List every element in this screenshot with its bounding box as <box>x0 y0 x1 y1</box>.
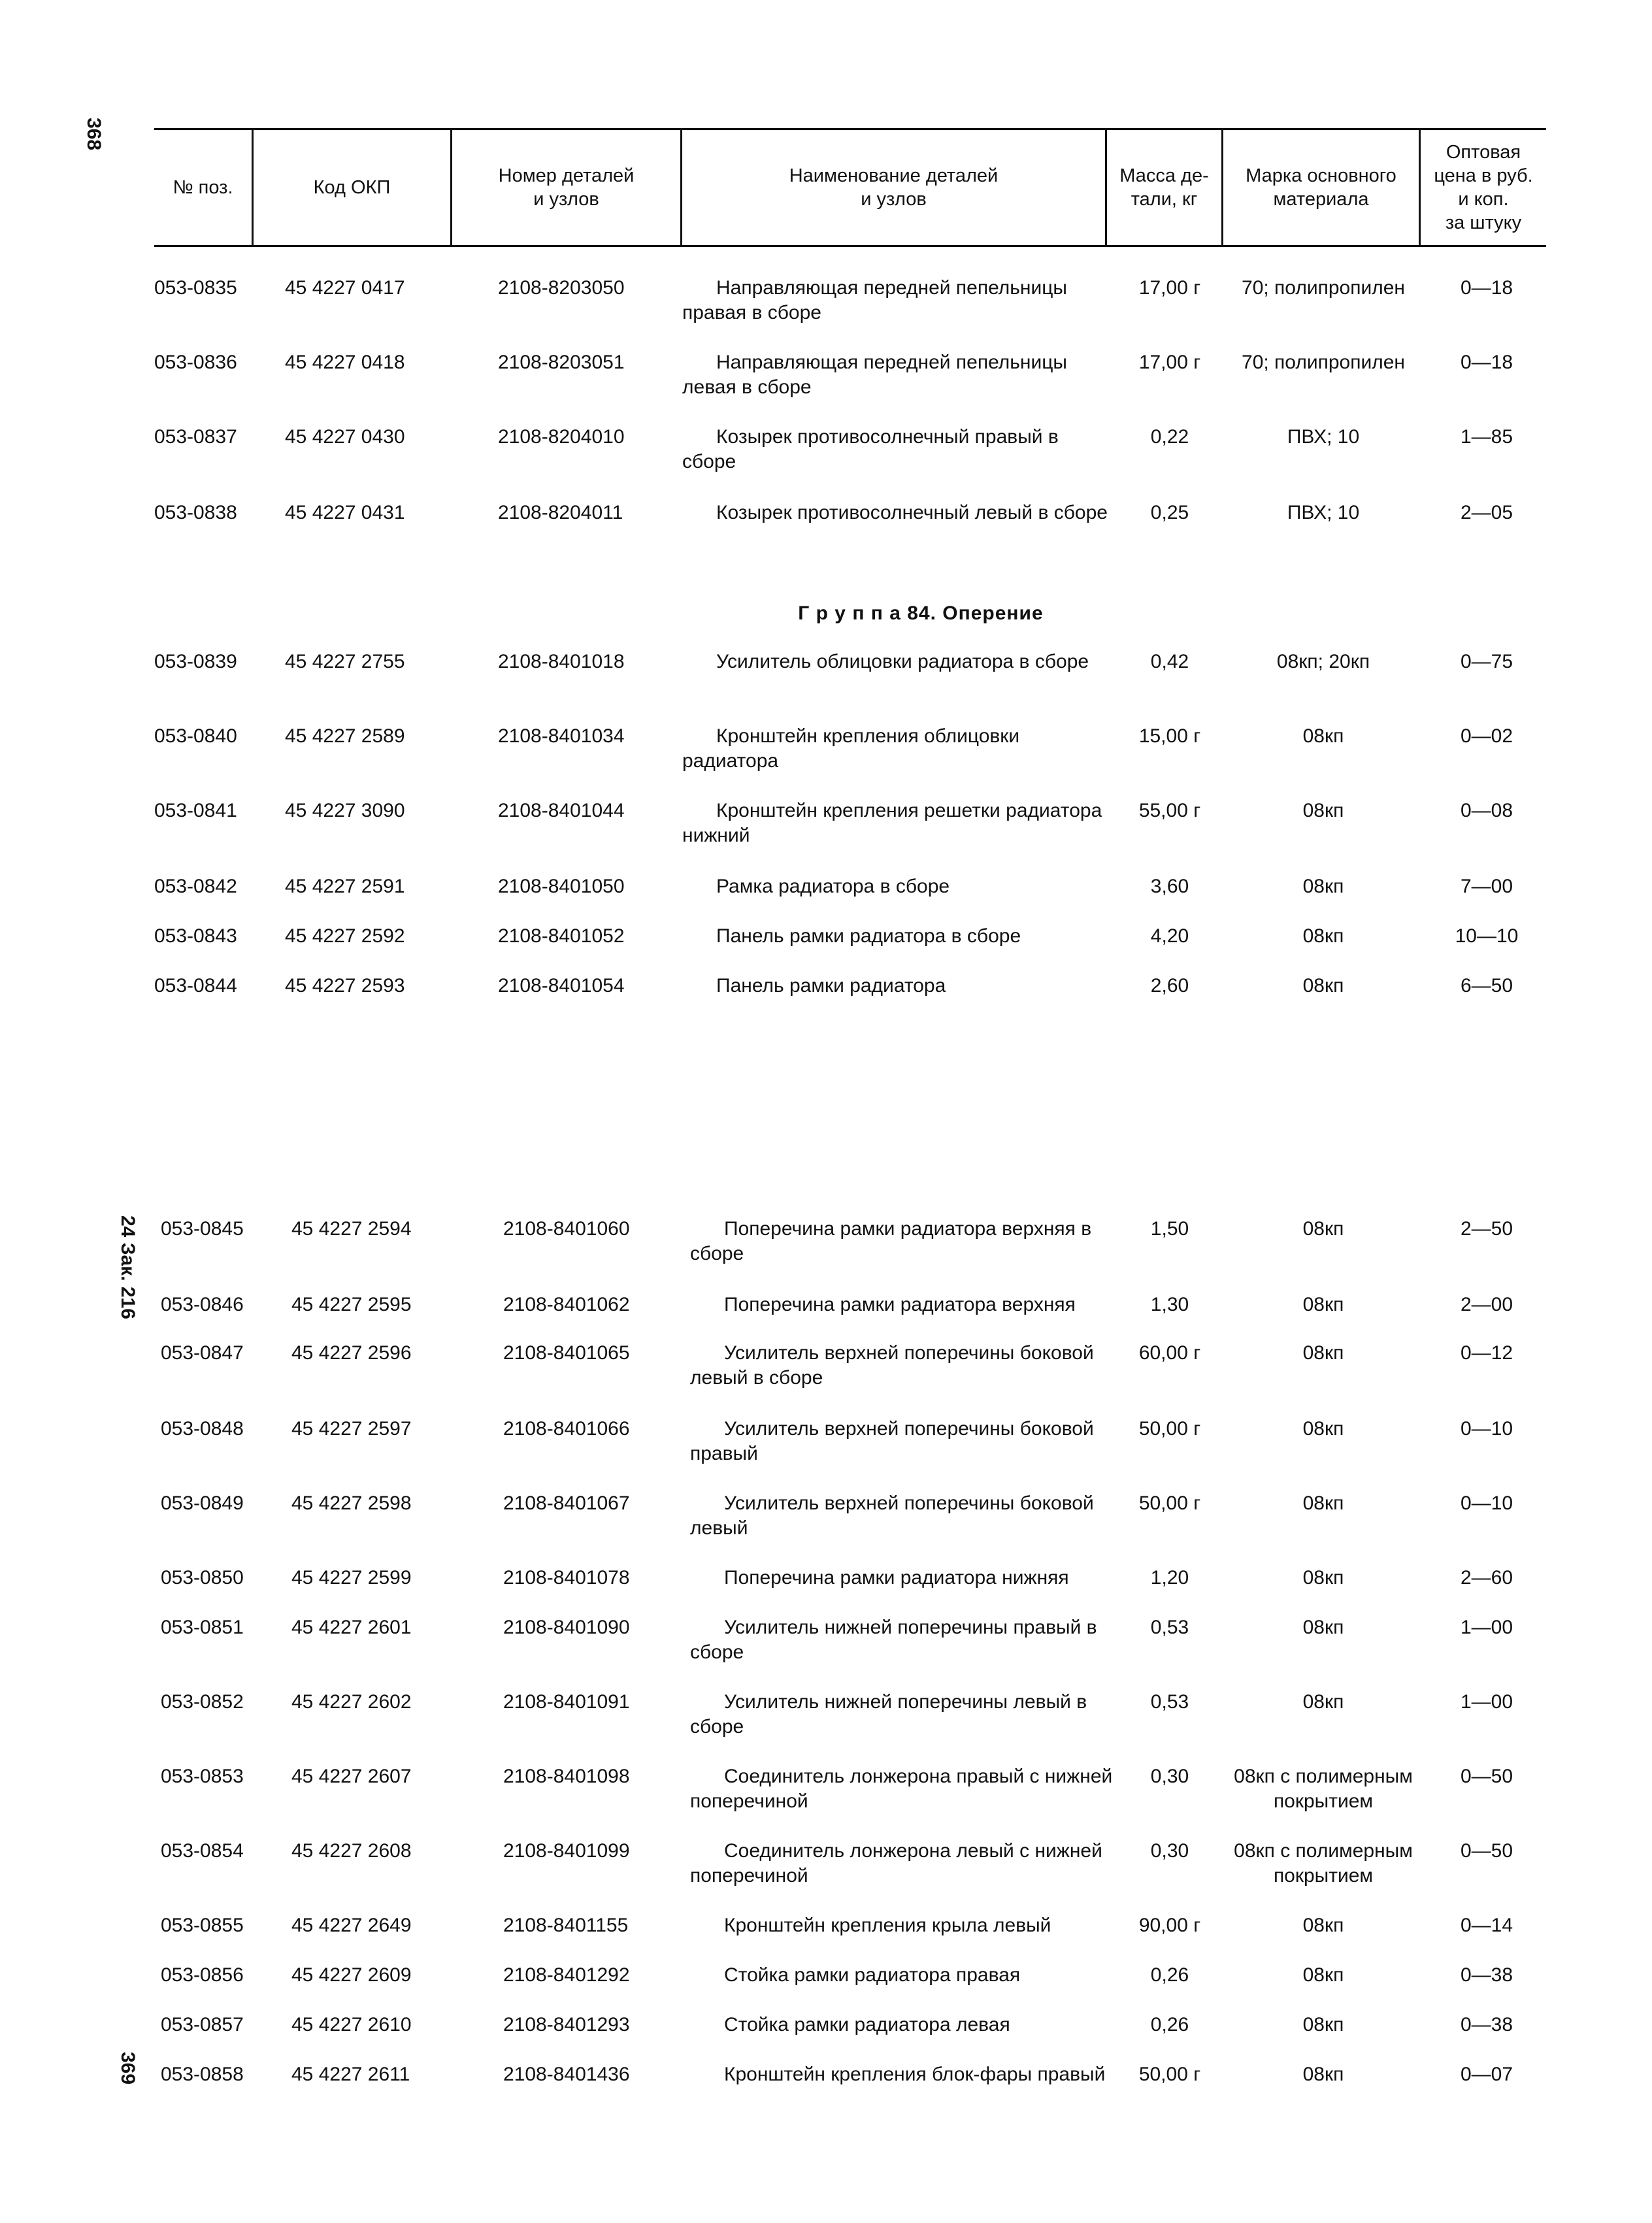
part-name-cell: Кронштейн крепления облицовки радиатора <box>682 725 1020 772</box>
price-cell: 10—10 <box>1455 925 1519 947</box>
part-number-cell: 2108-8401078 <box>503 1567 630 1589</box>
mass-cell: 17,00 г <box>1138 352 1201 373</box>
price-cell: 7—00 <box>1460 876 1513 897</box>
mass-cell: 1,30 <box>1150 1294 1189 1315</box>
mass-cell: 1,20 <box>1150 1567 1189 1589</box>
part-name-cell: Усилитель нижней поперечины правый в сборе <box>690 1617 1097 1663</box>
okp-code-cell: 45 4227 0418 <box>285 352 405 373</box>
price-cell: 1—85 <box>1460 426 1513 448</box>
okp-code-cell: 45 4227 2608 <box>291 1840 412 1862</box>
mass-cell: 15,00 г <box>1138 725 1201 747</box>
position-cell: 053-0844 <box>154 975 237 996</box>
header-position: № поз. <box>154 130 254 245</box>
part-number-cell: 2108-8401054 <box>498 975 625 996</box>
okp-code-cell: 45 4227 2595 <box>291 1294 412 1315</box>
mass-cell: 1,50 <box>1150 1218 1189 1240</box>
price-cell: 1—00 <box>1460 1691 1513 1713</box>
price-cell: 1—00 <box>1460 1617 1513 1638</box>
okp-code-cell: 45 4227 2598 <box>291 1492 412 1514</box>
part-number-cell: 2108-8401155 <box>503 1915 629 1936</box>
mass-cell: 50,00 г <box>1138 1492 1201 1514</box>
price-cell: 0—38 <box>1460 2014 1513 2035</box>
okp-code-cell: 45 4227 0430 <box>285 426 405 448</box>
mass-cell: 0,30 <box>1150 1766 1189 1787</box>
material-cell: 08кп <box>1302 2014 1344 2035</box>
part-number-cell: 2108-8204011 <box>498 502 623 523</box>
part-name-cell: Кронштейн крепления блок-фары правый <box>724 2064 1106 2085</box>
mass-cell: 90,00 г <box>1138 1915 1201 1936</box>
price-cell: 2—50 <box>1460 1218 1513 1240</box>
material-cell: 08кп <box>1302 725 1344 747</box>
mass-cell: 0,26 <box>1150 1964 1189 1986</box>
price-cell: 0—10 <box>1460 1418 1513 1440</box>
mass-cell: 50,00 г <box>1138 1418 1201 1440</box>
part-number-cell: 2108-8401293 <box>503 2014 630 2035</box>
okp-code-cell: 45 4227 2594 <box>291 1218 412 1240</box>
part-name-cell: Соединитель лонжерона левый с нижней поперечиной <box>690 1840 1102 1886</box>
position-cell: 053-0835 <box>154 277 237 299</box>
material-cell: 08кп <box>1302 2064 1344 2085</box>
mass-cell: 60,00 г <box>1138 1342 1201 1364</box>
position-cell: 053-0842 <box>154 876 237 897</box>
position-cell: 053-0836 <box>154 352 237 373</box>
part-number-cell: 2108-8401018 <box>498 651 625 672</box>
part-number-cell: 2108-8401091 <box>503 1691 630 1713</box>
part-name-cell: Козырек противосолнечный левый в сборе <box>716 502 1108 523</box>
part-name-cell: Усилитель верхней поперечины боковой левый <box>690 1492 1094 1539</box>
material-cell: 70; полипропилен <box>1242 277 1405 299</box>
position-cell: 053-0846 <box>161 1294 244 1315</box>
part-number-cell: 2108-8401436 <box>503 2064 630 2085</box>
position-cell: 053-0856 <box>161 1964 244 1986</box>
mass-cell: 4,20 <box>1150 925 1189 947</box>
part-number-cell: 2108-8401067 <box>503 1492 630 1514</box>
position-cell: 053-0843 <box>154 925 237 947</box>
part-number-cell: 2108-8401090 <box>503 1617 630 1638</box>
part-name-cell: Кронштейн крепления крыла левый <box>724 1915 1051 1936</box>
part-name-cell: Соединитель лонжерона правый с нижней поперечиной <box>690 1766 1113 1812</box>
position-cell: 053-0850 <box>161 1567 244 1589</box>
position-cell: 053-0857 <box>161 2014 244 2035</box>
mass-cell: 0,26 <box>1150 2014 1189 2035</box>
part-name-cell: Рамка радиатора в сборе <box>716 876 950 897</box>
material-cell: 08кп; 20кп <box>1276 651 1370 672</box>
part-number-cell: 2108-8203051 <box>498 352 625 373</box>
position-cell: 053-0837 <box>154 426 237 448</box>
okp-code-cell: 45 4227 2601 <box>291 1617 412 1638</box>
position-cell: 053-0841 <box>154 800 237 821</box>
mass-cell: 55,00 г <box>1138 800 1201 821</box>
okp-code-cell: 45 4227 2589 <box>285 725 405 747</box>
part-name-cell: Поперечина рамки радиатора нижняя <box>724 1567 1069 1589</box>
okp-code-cell: 45 4227 0431 <box>285 502 405 523</box>
okp-code-cell: 45 4227 2610 <box>291 2014 412 2035</box>
material-cell: 08кп <box>1302 800 1344 821</box>
header-mass: Масса де- тали, кг <box>1107 130 1223 245</box>
part-number-cell: 2108-8401292 <box>503 1964 630 1986</box>
part-name-cell: Кронштейн крепления решетки радиатора нижний <box>682 800 1102 846</box>
okp-code-cell: 45 4227 2602 <box>291 1691 412 1713</box>
price-cell: 0—18 <box>1460 352 1513 373</box>
part-number-cell: 2108-8401034 <box>498 725 625 747</box>
price-cell: 2—00 <box>1460 1294 1513 1315</box>
part-number-cell: 2108-8204010 <box>498 426 625 448</box>
part-name-cell: Направляющая передней пепельницы правая в сборе <box>682 277 1067 323</box>
mass-cell: 0,53 <box>1150 1617 1189 1638</box>
side-note: 24 Зак. 216 <box>117 1215 139 1319</box>
header-material: Марка основного материала <box>1223 130 1421 245</box>
position-cell: 053-0858 <box>161 2064 244 2085</box>
position-cell: 053-0852 <box>161 1691 244 1713</box>
okp-code-cell: 45 4227 2597 <box>291 1418 412 1440</box>
mass-cell: 0,53 <box>1150 1691 1189 1713</box>
material-cell: 08кп <box>1302 1691 1344 1713</box>
mass-cell: 0,42 <box>1150 651 1189 672</box>
part-number-cell: 2108-8401062 <box>503 1294 630 1315</box>
group-title: Г р у п п а 84. Оперение <box>798 602 1044 624</box>
page-number-top: 368 <box>83 118 105 151</box>
material-cell: 08кп <box>1302 975 1344 996</box>
position-cell: 053-0855 <box>161 1915 244 1936</box>
mass-cell: 0,25 <box>1150 502 1189 523</box>
part-name-cell: Усилитель верхней поперечины боковой правый <box>690 1418 1094 1464</box>
okp-code-cell: 45 4227 2611 <box>291 2064 410 2085</box>
material-cell: 08кп <box>1302 1492 1344 1514</box>
part-number-cell: 2108-8203050 <box>498 277 625 299</box>
material-cell: 08кп <box>1302 876 1344 897</box>
header-part-name: Наименование деталей и узлов <box>682 130 1107 245</box>
part-name-cell: Панель рамки радиатора в сборе <box>716 925 1021 947</box>
header-price: Оптовая цена в руб. и коп. за штуку <box>1434 142 1533 233</box>
part-name-cell: Направляющая передней пепельницы левая в сборе <box>682 352 1067 398</box>
mass-cell: 0,22 <box>1150 426 1189 448</box>
part-number-cell: 2108-8401052 <box>498 925 625 947</box>
material-cell: 08кп <box>1302 1342 1344 1364</box>
part-number-cell: 2108-8401098 <box>503 1766 630 1787</box>
price-cell: 0—08 <box>1460 800 1513 821</box>
position-cell: 053-0838 <box>154 502 237 523</box>
part-number-cell: 2108-8401065 <box>503 1342 630 1364</box>
part-name-cell: Стойка рамки радиатора правая <box>724 1964 1021 1986</box>
part-name-cell: Стойка рамки радиатора левая <box>724 2014 1010 2035</box>
position-cell: 053-0848 <box>161 1418 244 1440</box>
position-cell: 053-0853 <box>161 1766 244 1787</box>
mass-cell: 2,60 <box>1150 975 1189 996</box>
price-cell: 0—02 <box>1460 725 1513 747</box>
material-cell: 08кп <box>1302 1915 1344 1936</box>
price-cell: 2—60 <box>1460 1567 1513 1589</box>
okp-code-cell: 45 4227 2755 <box>285 651 405 672</box>
position-cell: 053-0845 <box>161 1218 244 1240</box>
okp-code-cell: 45 4227 2592 <box>285 925 405 947</box>
material-cell: 08кп <box>1302 1418 1344 1440</box>
okp-code-cell: 45 4227 3090 <box>285 800 405 821</box>
part-number-cell: 2108-8401060 <box>503 1218 630 1240</box>
part-number-cell: 2108-8401050 <box>498 876 625 897</box>
okp-code-cell: 45 4227 2607 <box>291 1766 412 1787</box>
header-okp-code: Код ОКП <box>254 130 452 245</box>
part-name-cell: Поперечина рамки радиатора верхняя <box>724 1294 1076 1315</box>
price-cell: 0—18 <box>1460 277 1513 299</box>
part-name-cell: Поперечина рамки радиатора верхняя в сборе <box>690 1218 1092 1264</box>
okp-code-cell: 45 4227 2593 <box>285 975 405 996</box>
position-cell: 053-0839 <box>154 651 237 672</box>
okp-code-cell: 45 4227 2596 <box>291 1342 412 1364</box>
part-name-cell: Усилитель нижней поперечины левый в сборе <box>690 1691 1087 1737</box>
part-name-cell: Панель рамки радиатора <box>716 975 946 996</box>
material-cell: ПВХ; 10 <box>1287 502 1360 523</box>
okp-code-cell: 45 4227 2591 <box>285 876 405 897</box>
material-cell: 70; полипропилен <box>1242 352 1405 373</box>
part-number-cell: 2108-8401066 <box>503 1418 630 1440</box>
part-name-cell: Козырек противосолнечный правый в сборе <box>682 426 1059 472</box>
part-name-cell: Усилитель облицовки радиатора в сборе <box>716 651 1089 672</box>
price-cell: 6—50 <box>1460 975 1513 996</box>
mass-cell: 0,30 <box>1150 1840 1189 1862</box>
material-cell: 08кп с полимерным покрытием <box>1234 1766 1413 1812</box>
position-cell: 053-0847 <box>161 1342 244 1364</box>
mass-cell: 17,00 г <box>1138 277 1201 299</box>
mass-cell: 3,60 <box>1150 876 1189 897</box>
okp-code-cell: 45 4227 0417 <box>285 277 405 299</box>
price-cell: 0—75 <box>1460 651 1513 672</box>
material-cell: 08кп <box>1302 1567 1344 1589</box>
price-cell: 0—50 <box>1460 1840 1513 1862</box>
mass-cell: 50,00 г <box>1138 2064 1201 2085</box>
okp-code-cell: 45 4227 2599 <box>291 1567 412 1589</box>
material-cell: ПВХ; 10 <box>1287 426 1360 448</box>
page-number-bottom: 369 <box>117 2052 139 2085</box>
material-cell: 08кп <box>1302 1294 1344 1315</box>
price-cell: 0—10 <box>1460 1492 1513 1514</box>
position-cell: 053-0849 <box>161 1492 244 1514</box>
part-number-cell: 2108-8401099 <box>503 1840 630 1862</box>
part-name-cell: Усилитель верхней поперечины боковой левый в сборе <box>690 1342 1094 1389</box>
position-cell: 053-0854 <box>161 1840 244 1862</box>
price-cell: 0—12 <box>1460 1342 1513 1364</box>
price-cell: 0—38 <box>1460 1964 1513 1986</box>
price-cell: 2—05 <box>1460 502 1513 523</box>
material-cell: 08кп <box>1302 1964 1344 1986</box>
okp-code-cell: 45 4227 2649 <box>291 1915 412 1936</box>
okp-code-cell: 45 4227 2609 <box>291 1964 412 1986</box>
material-cell: 08кп <box>1302 1218 1344 1240</box>
material-cell: 08кп <box>1302 1617 1344 1638</box>
price-cell: 0—07 <box>1460 2064 1513 2085</box>
price-cell: 0—14 <box>1460 1915 1513 1936</box>
part-number-cell: 2108-8401044 <box>498 800 625 821</box>
material-cell: 08кп <box>1302 925 1344 947</box>
position-cell: 053-0840 <box>154 725 237 747</box>
material-cell: 08кп с полимерным покрытием <box>1234 1840 1413 1886</box>
header-part-number: Номер деталей и узлов <box>452 130 682 245</box>
position-cell: 053-0851 <box>161 1617 244 1638</box>
price-cell: 0—50 <box>1460 1766 1513 1787</box>
